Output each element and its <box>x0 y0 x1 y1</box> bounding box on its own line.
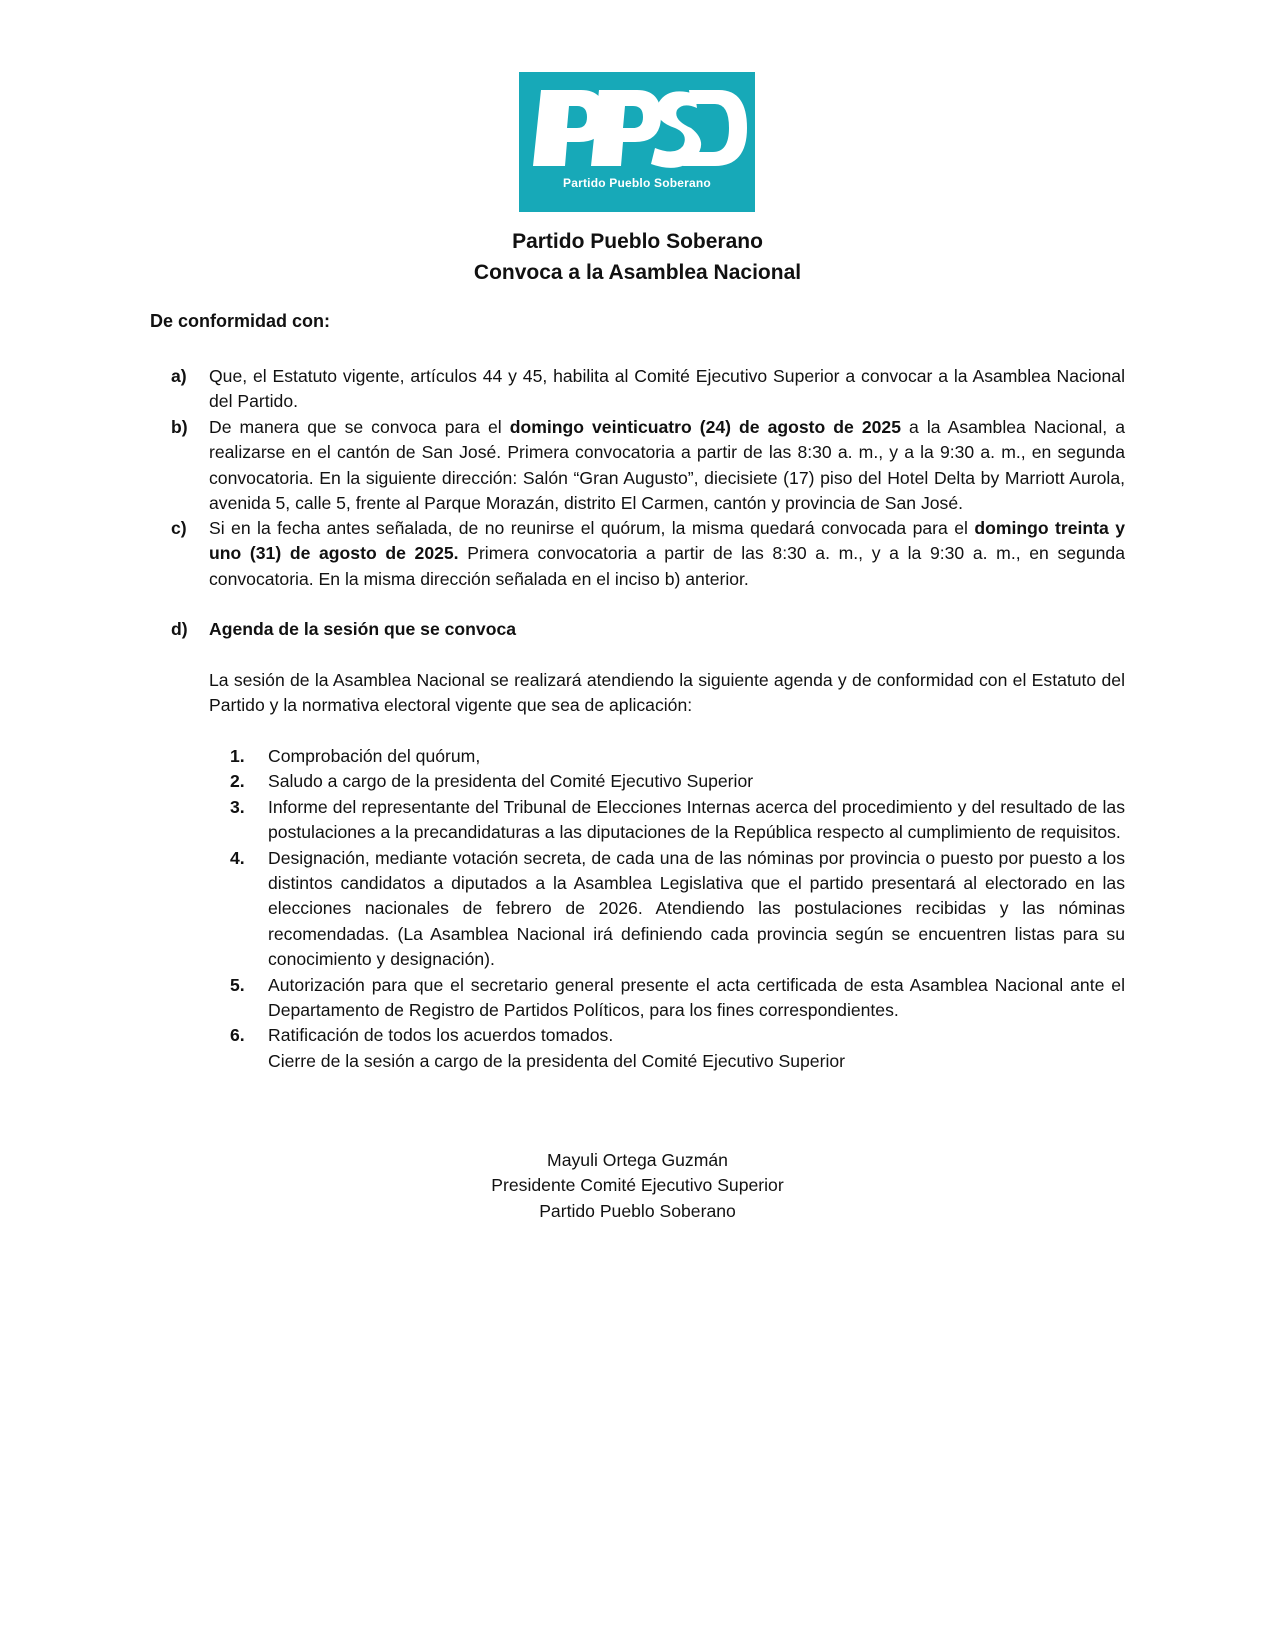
agenda-closing: Cierre de la sesión a cargo de la presidenta del Comité Ejecutivo Superior <box>268 1050 845 1071</box>
clause-date-bold: domingo veinticuatro (24) de agosto de 2025 <box>509 417 901 437</box>
signatory-org: Partido Pueblo Soberano <box>539 1200 736 1221</box>
agenda-item <box>209 973 1125 1024</box>
clause-text-end: Primera convocatoria a partir de las 8:30 a. m., y a la 9:30 a. m., en segunda convocatoria. En la misma dirección señalada en el inciso b) anterior. <box>209 543 1125 589</box>
logo-caption: Partido Pueblo Soberano <box>563 176 711 190</box>
agenda-text: Ratificación de todos los acuerdos tomados. <box>268 1025 614 1046</box>
party-logo <box>519 72 755 212</box>
clause-text-end: a la Asamblea Nacional, a realizarse en el cantón de San José. Primera convocatoria a partir de las 8:30 a. m., y a la 9:30 a. m., en segunda convocatoria. En la siguiente dirección: Salón “Gran Augusto”, diecisiete (17) piso del Hotel Delta by Marriott Aurola, avenida 5, calle 5, frente al Parque Morazán, distrito El Carmen, cantón y provincia de San José. <box>209 417 1125 514</box>
agenda-number: 2. <box>230 771 245 792</box>
agenda-item <box>209 846 1125 973</box>
clause-c <box>150 516 1125 592</box>
agenda-text: Comprobación del quórum, <box>268 746 481 766</box>
agenda-number: 1. <box>230 746 245 766</box>
intro-heading: De conformidad con: <box>150 311 331 331</box>
clause-label: d) <box>171 619 188 639</box>
agenda-item <box>209 795 1125 846</box>
clause-a <box>150 364 1125 415</box>
signatory-name: Mayuli Ortega Guzmán <box>547 1150 728 1170</box>
clause-text <box>209 516 1125 592</box>
clause-label: c) <box>171 518 187 538</box>
clause-label: a) <box>171 366 187 386</box>
agenda-number: 4. <box>230 847 245 868</box>
clause-d <box>150 617 1125 642</box>
agenda-item <box>209 769 1125 794</box>
agenda-intro: La sesión de la Asamblea Nacional se realizará atendiendo la siguiente agenda y de conformidad con el Estatuto del Partido y la normativa electoral vigente que sea de aplicación: <box>209 670 1125 716</box>
signatory-role: Presidente Comité Ejecutivo Superior <box>491 1175 784 1196</box>
signature-block <box>0 1148 1275 1224</box>
clause-date-bold: domingo treinta y uno (31) de agosto de 2025. <box>209 518 1125 564</box>
agenda-number: 5. <box>230 974 245 995</box>
agenda-text: Designación, mediante votación secreta, de cada una de las nóminas por provincia o puesto por puesto a los distintos candidatos a diputados a la Asamblea Legislativa que el partido presentará al electorado en las elecciones nacionales de febrero de 2026. Atendiendo las postulaciones recibidas y las nóminas recomendadas. (La Asamblea Nacional irá definiendo cada provincia según se encuentren listas para su conocimiento y designación). <box>268 847 1125 970</box>
agenda-number: 6. <box>230 1025 245 1046</box>
agenda-number: 3. <box>230 796 245 817</box>
ppsd-letters-icon <box>519 72 755 212</box>
clause-text <box>209 415 1125 517</box>
agenda-list <box>209 744 1125 1074</box>
document-title-party: Partido Pueblo Soberano <box>512 230 763 253</box>
clause-text-start: De manera que se convoca para el <box>209 417 510 437</box>
agenda-item <box>209 744 1125 769</box>
clause-text-start: Si en la fecha antes señalada, de no reunirse el quórum, la misma quedará convocada para el <box>209 518 975 538</box>
agenda-text: Saludo a cargo de la presidenta del Comité Ejecutivo Superior <box>268 771 754 792</box>
agenda-item <box>209 1023 1125 1048</box>
agenda-text: Autorización para que el secretario general presente el acta certificada de esta Asamblea Nacional ante el Departamento de Registro de Partidos Políticos, para los fines correspondientes. <box>268 974 1125 1021</box>
agenda-text: Informe del representante del Tribunal de Elecciones Internas acerca del procedimiento y del resultado de las postulaciones a la precandidaturas a las diputaciones de la República respecto al cumplimiento de requisitos. <box>268 796 1125 843</box>
clause-text: Que, el Estatuto vigente, artículos 44 y 45, habilita al Comité Ejecutivo Superior a convocar a la Asamblea Nacional del Partido. <box>209 366 1125 412</box>
clause-label: b) <box>171 417 188 437</box>
agenda-heading: Agenda de la sesión que se convoca <box>209 619 517 639</box>
clause-b <box>150 415 1125 517</box>
document-title-convocation: Convoca a la Asamblea Nacional <box>473 261 802 284</box>
